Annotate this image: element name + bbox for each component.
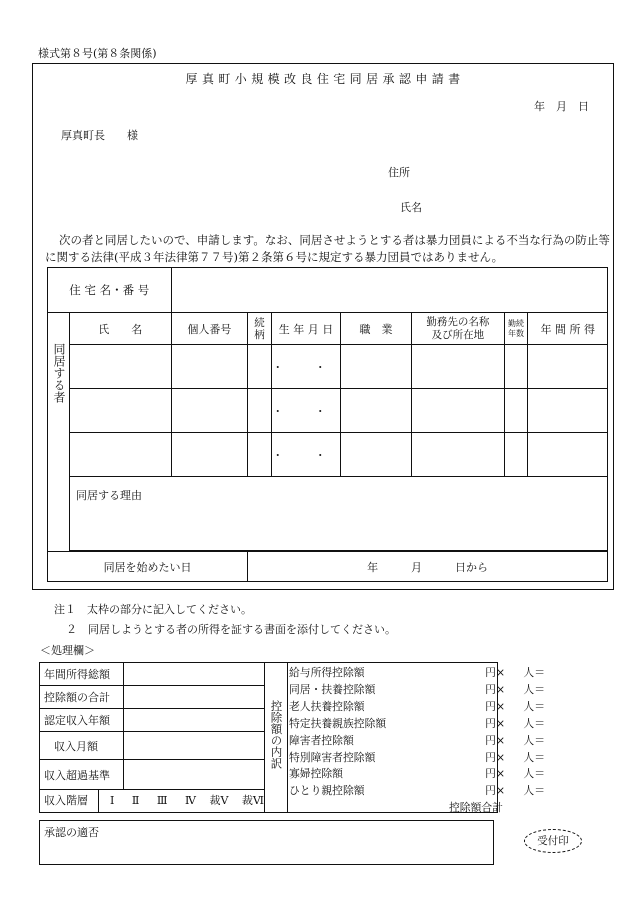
cell-birth[interactable] [271,389,340,433]
proc-row-label: 認定収入年額 [40,709,124,732]
proc-row-label: 控除額の合計 [40,686,124,709]
rank-option[interactable]: Ⅱ [131,794,140,807]
col-workplace: 勤務先の名称及び所在地 [412,313,505,345]
addressee: 厚真町長 様 [61,129,138,142]
birth-dots: ・ ・ [272,360,340,374]
cell-job[interactable] [341,433,412,477]
proc-row-value[interactable] [124,663,265,686]
rank-label: 収入階層 [44,794,88,807]
proc-row-value[interactable] [124,732,265,760]
approval-label: 承認の適否 [44,826,99,839]
cell-birth[interactable] [271,345,340,389]
notes [54,600,396,640]
proc-row-label: 年間所得総額 [40,663,124,686]
date-line[interactable]: 年 月 日 [534,100,589,113]
col-birth: 生 年 月 日 [271,313,340,345]
proc-row-label: 収入超過基準 [40,760,124,790]
deduction-row: 特定扶養親族控除額 円× 人＝ [289,716,545,730]
col-years: 勤続年数 [504,313,528,345]
rank-option[interactable]: Ⅳ [184,794,196,807]
address-label: 住所 [388,166,410,179]
proc-row-value[interactable] [124,760,265,790]
statement-text: 次の者と同居したいので、申請します。なお、同居させようとする者は暴力団員による不当な行為の防止等に関する法律(平成３年法律第７７号)第２条第６号に規定する暴力団員ではありません。 [45,233,610,264]
cell-name[interactable] [70,345,172,389]
deduction-row: 寡婦控除額 円× 人＝ [289,767,545,781]
cell-job[interactable] [341,345,412,389]
application-frame [32,63,614,590]
cell-id[interactable] [171,345,248,389]
cell-id[interactable] [171,389,248,433]
cell-income[interactable] [528,345,608,389]
proc-row-label: 収入月額 [40,732,124,760]
cell-years[interactable] [504,389,528,433]
reason-field[interactable] [70,477,608,551]
name-label: 氏名 [400,201,422,214]
deduction-row: 給与所得控除額 円× 人＝ [289,666,545,679]
cell-workplace[interactable] [412,389,505,433]
cell-income[interactable] [528,433,608,477]
col-relation: 続柄 [248,313,272,345]
rank-option[interactable]: Ⅰ [110,794,115,807]
proc-row-value[interactable] [124,686,265,709]
form-title: 厚 真 町 小 規 模 改 良 住 宅 同 居 承 認 申 請 書 [185,72,461,86]
form-number: 様式第８号(第８条関係) [38,47,157,60]
cell-name[interactable] [70,389,172,433]
deduction-row: ひとり親控除額 円× 人＝ [289,784,545,798]
income-rank-row [40,790,265,813]
table-row [48,389,608,433]
cell-workplace[interactable] [412,345,505,389]
house-input[interactable] [171,268,607,313]
start-date-field[interactable]: 年 月 日から [248,552,608,582]
cell-income[interactable] [528,389,608,433]
proc-row-value[interactable] [124,709,265,732]
cell-relation[interactable] [248,433,272,477]
cell-years[interactable] [504,345,528,389]
cell-birth[interactable] [271,433,340,477]
col-job: 職 業 [341,313,412,345]
rank-option[interactable]: 裁Ⅴ [209,794,229,807]
reason-label: 同居する理由 [76,489,142,502]
birth-dots: ・ ・ [272,404,340,418]
processing-heading: ＜処理欄＞ [40,644,95,657]
col-income: 年 間 所 得 [528,313,608,345]
deduction-row: 障害者控除額 円× 人＝ [289,733,545,747]
rank-option[interactable]: 裁Ⅵ [241,794,264,807]
cell-name[interactable] [70,433,172,477]
rank-option[interactable]: Ⅲ [156,794,168,807]
note-2: ２ 同居しようとする者の所得を証する書面を添付してください。 [66,623,396,636]
deduction-row: 特別障害者控除額 円× 人＝ [289,750,545,764]
col-name: 氏 名 [70,313,172,345]
approval-box[interactable] [39,820,494,865]
table-row [48,345,608,389]
start-date-label: 同居を始めたい日 [48,552,248,582]
col-id: 個人番号 [171,313,248,345]
cell-workplace[interactable] [412,433,505,477]
cell-id[interactable] [171,433,248,477]
house-label: 住 宅 名・番 号 [48,268,172,313]
table-row [48,433,608,477]
cell-relation[interactable] [248,389,272,433]
note-1: 注１ 太枠の部分に記入してください。 [54,603,252,616]
breakdown-label: 控除額の内訳 [264,663,287,813]
deduction-row: 老人扶養控除額 円× 人＝ [289,699,545,713]
reception-stamp: 受付印 [524,829,582,853]
cohabitant-side-label: 同居する者 [48,313,70,552]
cohabitant-table [47,267,608,582]
cell-years[interactable] [504,433,528,477]
deduction-row: 同居・扶養控除額 円× 人＝ [289,682,545,696]
cell-job[interactable] [341,389,412,433]
cell-relation[interactable] [248,345,272,389]
birth-dots: ・ ・ [272,448,340,462]
deduction-total: 控除額合計 [449,801,503,815]
deduction-list [289,665,545,817]
